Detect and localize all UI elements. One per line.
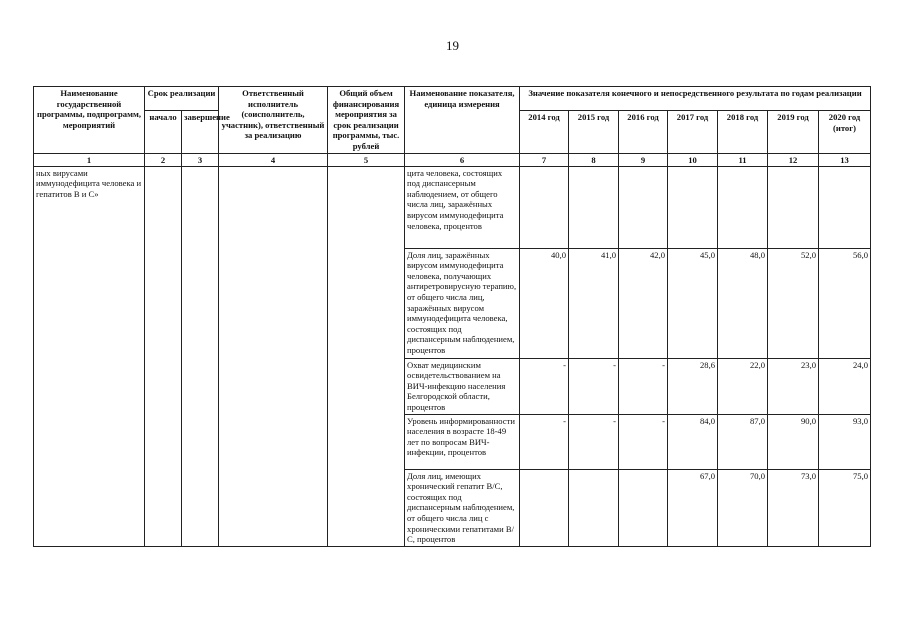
header-responsible: Ответственный исполнитель (соисполнитель, участник), ответственный за реализацию: [219, 87, 328, 154]
column-number: 3: [182, 153, 219, 166]
indicator-cell: Доля лиц, заражённых вирусом иммунодефицита человека, получающих антиретровирусную терапию, от общего числа лиц, заражённых вирусом иммунодефицита человека, состоящих под диспансерным наблюдением, процентов: [405, 248, 520, 358]
header-year-2020: 2020 год (итог): [819, 110, 871, 153]
value-cell: 28,6: [668, 358, 718, 414]
program-table: [33, 86, 871, 547]
value-cell: -: [520, 358, 569, 414]
value-cell: 23,0: [768, 358, 819, 414]
column-number: 4: [219, 153, 328, 166]
column-number: 9: [619, 153, 668, 166]
column-number: 11: [718, 153, 768, 166]
column-numbers-row: [34, 153, 871, 166]
value-cell: 48,0: [718, 248, 768, 358]
value-cell: 22,0: [718, 358, 768, 414]
value-cell: -: [619, 358, 668, 414]
column-number: 2: [145, 153, 182, 166]
column-number: 5: [328, 153, 405, 166]
header-term-start: начало: [145, 110, 182, 153]
value-cell: 84,0: [668, 414, 718, 469]
value-cell: 45,0: [668, 248, 718, 358]
header-year-2018: 2018 год: [718, 110, 768, 153]
responsible-cell: [219, 166, 328, 546]
header-funding: Общий объем финансирования мероприятия за срок реализации программы, тыс. рублей: [328, 87, 405, 154]
indicator-cell: Уровень информированности населения в возрасте 18-49 лет по вопросам ВИЧ-инфекции, процентов: [405, 414, 520, 469]
value-cell: [768, 166, 819, 248]
value-cell: 87,0: [718, 414, 768, 469]
column-number: 13: [819, 153, 871, 166]
value-cell: -: [619, 414, 668, 469]
value-cell: [619, 166, 668, 248]
value-cell: 40,0: [520, 248, 569, 358]
header-row-1: [34, 87, 871, 111]
header-program-name: Наименование государственной программы, подпрограмм, мероприятий: [34, 87, 145, 154]
indicator-cell: Доля лиц, имеющих хронический гепатит В/С, состоящих под диспансерным наблюдением, от общего числа лиц с хроническими гепатитами В/С, процентов: [405, 469, 520, 546]
value-cell: [520, 469, 569, 546]
indicator-cell: цита человека, состоящих под диспансерным наблюдением, от общего числа лиц, заражённых вирусом иммунодефицита человека, процентов: [405, 166, 520, 248]
value-cell: [819, 166, 871, 248]
column-number: 12: [768, 153, 819, 166]
value-cell: 70,0: [718, 469, 768, 546]
header-indicator: Наименование показателя, единица измерения: [405, 87, 520, 154]
column-number: 10: [668, 153, 718, 166]
value-cell: 41,0: [569, 248, 619, 358]
indicator-cell: Охват медицинским освидетельствованием на ВИЧ-инфекцию населения Белгородской области, процентов: [405, 358, 520, 414]
funding-cell: [328, 166, 405, 546]
value-cell: 24,0: [819, 358, 871, 414]
value-cell: -: [569, 358, 619, 414]
value-cell: [569, 469, 619, 546]
header-year-2014: 2014 год: [520, 110, 569, 153]
value-cell: [569, 166, 619, 248]
term-end-cell: [182, 166, 219, 546]
value-cell: 75,0: [819, 469, 871, 546]
term-start-cell: [145, 166, 182, 546]
header-term: Срок реализации: [145, 87, 219, 111]
value-cell: 73,0: [768, 469, 819, 546]
value-cell: [668, 166, 718, 248]
value-cell: 52,0: [768, 248, 819, 358]
column-number: 7: [520, 153, 569, 166]
value-cell: 90,0: [768, 414, 819, 469]
value-cell: 42,0: [619, 248, 668, 358]
header-values-title: Значение показателя конечного и непосредственного результата по годам реализации: [520, 87, 871, 111]
value-cell: -: [520, 414, 569, 469]
value-cell: 67,0: [668, 469, 718, 546]
value-cell: 93,0: [819, 414, 871, 469]
page-number: 19: [446, 38, 459, 53]
column-number: 8: [569, 153, 619, 166]
value-cell: [520, 166, 569, 248]
table-row-continuation: [34, 166, 871, 248]
header-year-2015: 2015 год: [569, 110, 619, 153]
header-year-2016: 2016 год: [619, 110, 668, 153]
header-year-2019: 2019 год: [768, 110, 819, 153]
header-year-2017: 2017 год: [668, 110, 718, 153]
value-cell: [718, 166, 768, 248]
header-term-end: завершение: [182, 110, 219, 153]
value-cell: [619, 469, 668, 546]
column-number: 1: [34, 153, 145, 166]
value-cell: -: [569, 414, 619, 469]
program-name-cell: ных вирусами иммунодефицита человека и гепатитов В и С»: [34, 166, 145, 546]
value-cell: 56,0: [819, 248, 871, 358]
column-number: 6: [405, 153, 520, 166]
